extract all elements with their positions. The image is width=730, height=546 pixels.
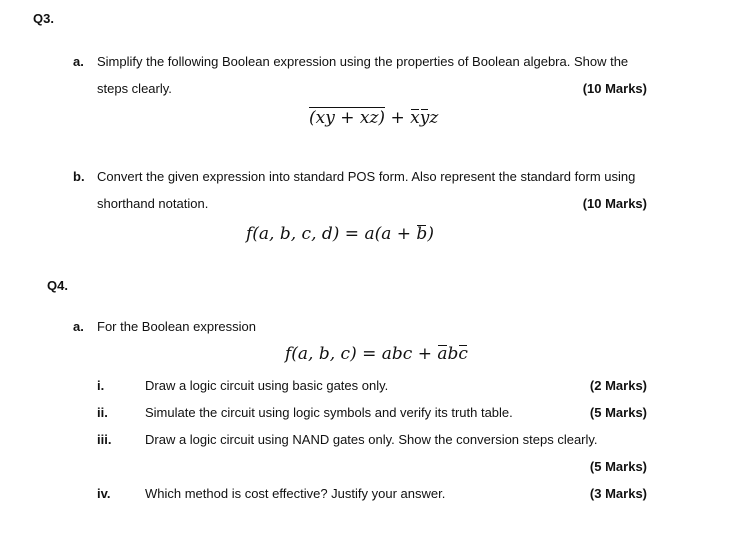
q4a-item-2-text: Simulate the circuit using logic symbols and verify its truth table.: [145, 405, 513, 420]
q4a-item-4-marks: (3 Marks): [589, 486, 647, 501]
q3a-marker: a.: [73, 54, 84, 69]
q3b-expr-lhs: f(a, b, c, d) = a(a +: [246, 224, 417, 244]
q3b-expr-close: ): [427, 224, 434, 244]
q4a-item-3-marks: (5 Marks): [589, 459, 647, 474]
q4a-var-abar: a: [437, 344, 448, 364]
q4a-marker: a.: [73, 319, 84, 334]
q4a-item-2-marks: (5 Marks): [589, 405, 647, 420]
q3a-overbar-group: (xy + xz): [309, 108, 386, 128]
q4a-item-3-text: Draw a logic circuit using NAND gates only. Show the conversion steps clearly.: [145, 432, 598, 447]
q3a-var-z: z: [429, 108, 439, 128]
q4a-text: For the Boolean expression: [97, 319, 256, 334]
q4a-expression: [285, 344, 468, 364]
q3b-marks: (10 Marks): [582, 196, 647, 211]
q3b-expression: [246, 224, 434, 244]
q3b-marker: b.: [73, 169, 85, 184]
question-4-label: Q4.: [47, 278, 68, 293]
q4a-var-b: b: [447, 344, 459, 364]
question-3-label: Q3.: [33, 11, 54, 26]
q4a-expr-lhs: f(a, b, c) = abc +: [285, 344, 438, 364]
q4a-var-cbar: c: [458, 344, 468, 364]
q4a-item-3-num: iii.: [97, 432, 112, 447]
q3a-expression: [309, 108, 438, 128]
q3a-text-line2: steps clearly.: [97, 81, 172, 96]
q4a-item-1-text: Draw a logic circuit using basic gates only.: [145, 378, 389, 393]
q3a-marks: (10 Marks): [582, 81, 647, 96]
q3a-text-line1: Simplify the following Boolean expression using the properties of Boolean algebra. Show the: [97, 54, 629, 69]
q3b-text-line1: Convert the given expression into standard POS form. Also represent the standard form using: [97, 169, 636, 184]
q3a-var-ybar: y: [419, 108, 430, 128]
q3b-text-line2: shorthand notation.: [97, 196, 209, 211]
q4a-item-2-num: ii.: [97, 405, 108, 420]
q4a-item-4-text: Which method is cost effective? Justify your answer.: [145, 486, 446, 501]
q4a-item-1-marks: (2 Marks): [589, 378, 647, 393]
q4a-item-1-num: i.: [97, 378, 105, 393]
q3a-var-xbar: x: [410, 108, 420, 128]
q3a-plus: +: [390, 108, 405, 128]
q3b-var-bbar: b: [416, 224, 428, 244]
q4a-item-4-num: iv.: [97, 486, 111, 501]
